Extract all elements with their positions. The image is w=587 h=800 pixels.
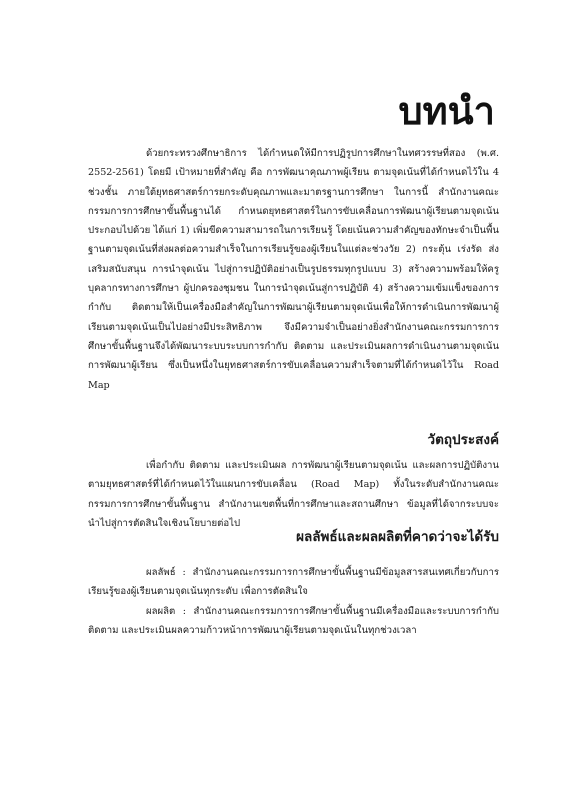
intro-section [88, 144, 499, 395]
outcome-output-paragraph: ผลผลิต : สำนักงานคณะกรรมการการศึกษาขั้นพื้นฐานมีเครื่องมือและระบบการกำกับติดตาม และประเมินผลความก้าวหน้าการพัฒนาผู้เรียนตามจุดเน้นในทุกช่วงเวลา [88, 605, 499, 636]
outcomes-heading: ผลลัพธ์และผลผลิตที่คาดว่าจะได้รับ [296, 529, 499, 545]
outcome-result-paragraph: ผลลัพธ์ : สำนักงานคณะกรรมการการศึกษาขั้นพื้นฐานมีข้อมูลสารสนเทศเกี่ยวกับการเรียนรู้ของผู้เรียนตามจุดเน้นทุกระดับ เพื่อการตัดสินใจ [88, 567, 499, 598]
outcomes-section [88, 563, 499, 640]
intro-paragraph: ด้วยกระทรวงศึกษาธิการ ได้กำหนดให้มีการปฏิรูปการศึกษาในทศวรรษที่สอง (พ.ศ. 2552-2561) โดยมี เป้าหมายที่สำคัญ คือ การพัฒนาคุณภาพผู้เรียน ตามจุดเน้นที่ได้กำหนดไว้ใน 4 ช่วงชั้น ภายใต้ยุทธศาสตร์การยกระดับคุณภาพและมาตรฐานการศึกษา ในการนี้ สำนักงานคณะกรรมการการศึกษาขั้นพื้นฐานได้ กำหนดยุทธศาสตร์ในการขับเคลื่อนการพัฒนาผู้เรียนตามจุดเน้น ประกอบไปด้วย ได้แก่ 1) เพิ่มขีดความสามารถในการเรียนรู้ โดยเน้นความสำคัญของทักษะจำเป็นพื้นฐานตามจุดเน้นที่ส่งผลต่อความสำเร็จในการเรียนรู้ของผู้เรียนในแต่ละช่วงวัย 2) กระตุ้น เร่งรัด ส่งเสริมสนับสนุน การนำจุดเน้น ไปสู่การปฏิบัติอย่างเป็นรูปธรรมทุกรูปแบบ 3) สร้างความพร้อมให้ครู บุคลากรทางการศึกษา ผู้ปกครองชุมชน ในการนำจุดเน้นสู่การปฏิบัติ 4) สร้างความเข้มแข็งของการกำกับ ติดตามให้เป็นเครื่องมือสำคัญในการพัฒนาผู้เรียนตามจุดเน้นเพื่อให้การดำเนินการพัฒนาผู้เรียนตามจุดเน้นเป็นไปอย่างมีประสิทธิภาพ จึงมีความจำเป็นอย่างยิ่งสำนักงานคณะกรรมการการศึกษาขั้นพื้นฐานจึงได้พัฒนาระบบระบบการกำกับ ติดตาม และประเมินผลการดำเนินงานตามจุดเน้นการพัฒนาผู้เรียน ซึ่งเป็นหนึ่งในยุทธศาสตร์การขับเคลื่อนความสำเร็จตามที่ได้กำหนดไว้ใน Road Map [88, 148, 499, 391]
chapter-title: บทนำ [398, 89, 495, 133]
objectives-heading: วัตถุประสงค์ [427, 432, 499, 448]
objectives-paragraph: เพื่อกำกับ ติดตาม และประเมินผล การพัฒนาผู้เรียนตามจุดเน้น และผลการปฏิบัติงานตามยุทธศาสตร์ที่ได้กำหนดไว้ในแผนการขับเคลื่อน (Road Map) ทั้งในระดับสำนักงานคณะกรรมการการศึกษาขั้นพื้นฐาน สำนักงานเขตพื้นที่การศึกษาและสถานศึกษา ข้อมูลที่ได้จากระบบจะนำไปสู่การตัดสินใจเชิงนโยบายต่อไป [88, 460, 499, 529]
objectives-section [88, 456, 499, 533]
